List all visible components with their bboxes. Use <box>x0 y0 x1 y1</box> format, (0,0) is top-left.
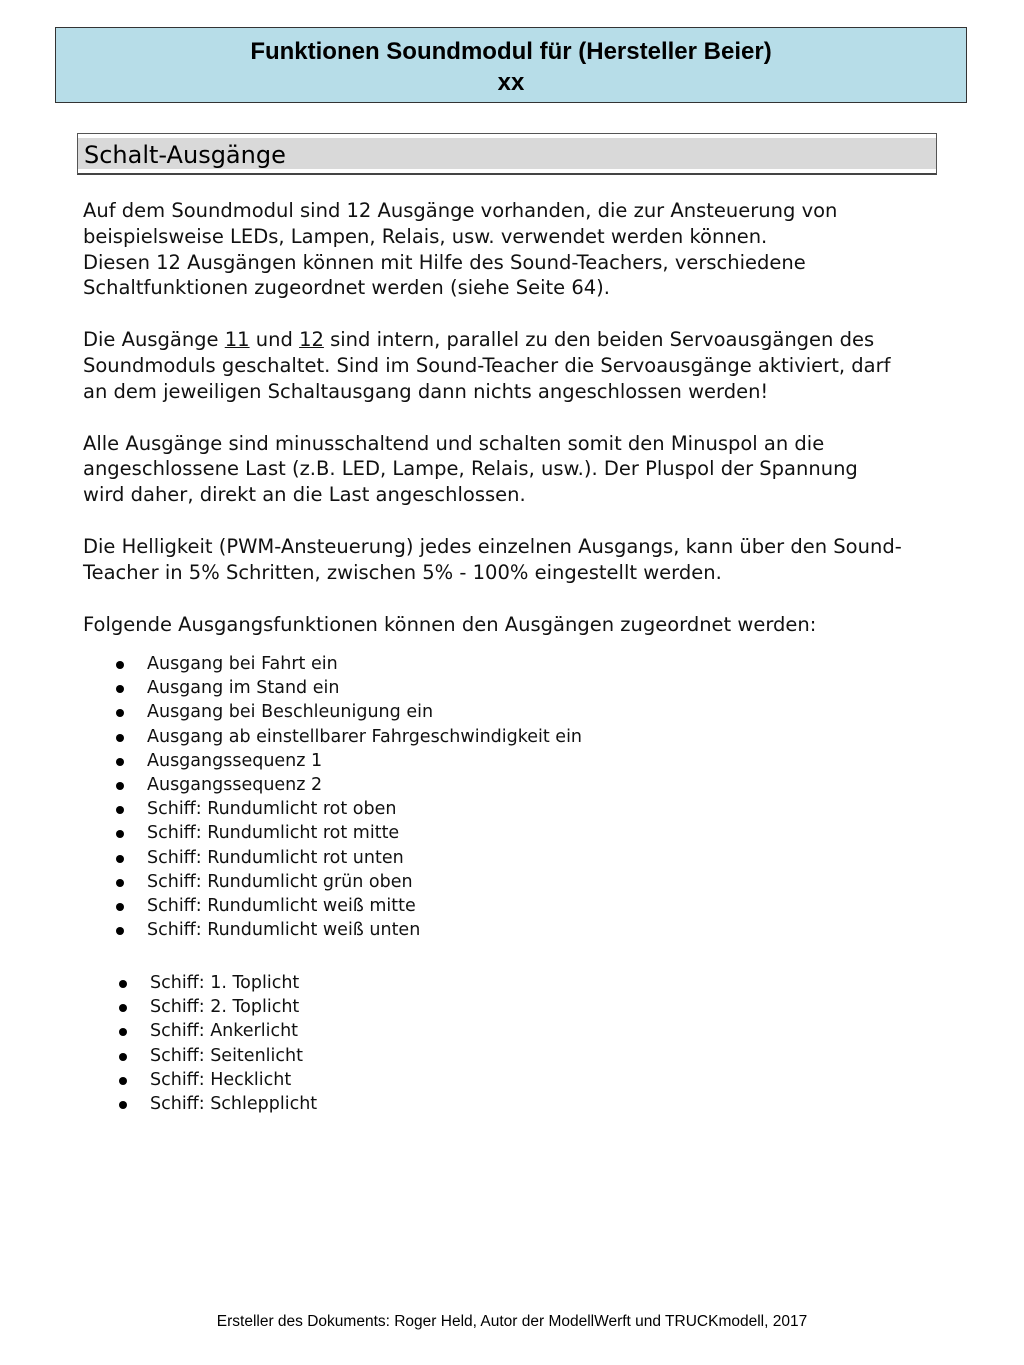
list-item-label: Schiff: Rundumlicht rot mitte <box>147 823 400 844</box>
paragraph-outputs-intro <box>83 198 943 301</box>
bullet-icon <box>119 1053 127 1061</box>
text-line: angeschlossene Last (z.B. LED, Lampe, Relais, usw.). Der Pluspol der Spannung <box>83 457 858 481</box>
bullet-icon <box>116 855 124 863</box>
text-line: Schaltfunktionen zugeordnet werden (siehe Seite 64). <box>83 276 610 300</box>
bullet-icon <box>116 661 124 669</box>
text-fragment: Die Ausgänge <box>83 328 225 352</box>
list-item-label: Schiff: Hecklicht <box>150 1069 292 1090</box>
text-line: Soundmoduls geschaltet. Sind im Sound-Teacher die Servoausgänge aktiviert, darf <box>83 353 891 377</box>
text-line: Diesen 12 Ausgängen können mit Hilfe des Sound-Teachers, verschiedene <box>83 250 806 274</box>
document-subtitle: xx <box>497 69 525 96</box>
bullet-icon <box>116 903 124 911</box>
bullet-icon <box>116 734 124 742</box>
bullet-icon <box>116 685 124 693</box>
text-line: Auf dem Soundmodul sind 12 Ausgänge vorhanden, die zur Ansteuerung von <box>83 199 838 222</box>
text-line: Alle Ausgänge sind minusschaltend und schalten somit den Minuspol an die <box>83 431 825 455</box>
text-line: an dem jeweiligen Schaltausgang dann nichts angeschlossen werden! <box>83 379 769 403</box>
bullet-icon <box>116 830 124 838</box>
list-item-label: Schiff: Rundumlicht grün oben <box>147 871 413 892</box>
underlined-number: 12 <box>299 328 324 352</box>
bullet-icon <box>119 1004 127 1012</box>
list-item-label: Schiff: 1. Toplicht <box>150 973 300 993</box>
body-text <box>83 198 943 663</box>
paragraph-servo-outputs <box>83 327 943 404</box>
list-item-label: Schiff: Seitenlicht <box>150 1045 303 1066</box>
bullet-icon <box>119 1101 127 1109</box>
bullet-icon <box>116 709 124 717</box>
text-line: beispielsweise LEDs, Lampen, Relais, usw. verwendet werden können. <box>83 224 768 248</box>
bullet-icon <box>116 782 124 790</box>
list-item-label: Ausgang im Stand ein <box>147 678 340 699</box>
paragraph-brightness <box>83 534 943 586</box>
text-line: Folgende Ausgangsfunktionen können den Ausgängen zugeordnet werden: <box>83 612 817 636</box>
underlined-number: 11 <box>224 328 250 352</box>
list-item-label: Schiff: 2. Toplicht <box>150 997 300 1018</box>
text-line: wird daher, direkt an die Last angeschlossen. <box>83 483 526 507</box>
text-line <box>83 327 943 353</box>
text-line: Die Helligkeit (PWM-Ansteuerung) jedes einzelnen Ausgangs, kann über den Sound- <box>83 534 902 558</box>
document-title: Funktionen Soundmodul für (Hersteller Beier) <box>250 38 772 65</box>
bullet-icon <box>116 927 124 935</box>
list-item-label: Ausgang bei Fahrt ein <box>147 654 338 674</box>
section-header <box>77 133 937 175</box>
list-item-label: Schiff: Rundumlicht weiß unten <box>147 920 421 941</box>
list-item-label: Schiff: Rundumlicht rot unten <box>147 847 404 868</box>
list-item-label: Schiff: Ankerlicht <box>150 1021 299 1042</box>
list-item-label: Ausgang ab einstellbarer Fahrgeschwindigkeit ein <box>147 726 583 747</box>
section-heading: Schalt-Ausgänge <box>84 141 286 169</box>
text-fragment: und <box>249 328 300 352</box>
list-item-label: Schiff: Rundumlicht rot oben <box>147 799 397 820</box>
document-title-box <box>55 27 967 103</box>
paragraph-functions-intro <box>83 612 943 638</box>
bullet-icon <box>116 806 124 814</box>
bullet-icon <box>116 879 124 887</box>
document-footer: Ersteller des Dokuments: Roger Held, Autor der ModellWerft und TRUCKmodell, 2017 <box>216 1313 808 1330</box>
list-item-label: Schiff: Rundumlicht weiß mitte <box>147 895 416 916</box>
text-line: Teacher in 5% Schritten, zwischen 5% - 100% eingestellt werden. <box>83 560 722 584</box>
text-fragment: sind intern, parallel zu den beiden Servoausgängen des <box>323 328 875 352</box>
list-item-label: Ausgangssequenz 1 <box>147 750 323 771</box>
list-item-label: Ausgangssequenz 2 <box>147 774 323 795</box>
list-item-label: Schiff: Schlepplicht <box>150 1093 318 1114</box>
bullet-icon <box>119 1028 127 1036</box>
bullet-icon <box>116 758 124 766</box>
bullet-icon <box>119 980 127 988</box>
paragraph-minus-switching <box>83 431 943 508</box>
list-item-label: Ausgang bei Beschleunigung ein <box>147 702 434 723</box>
bullet-icon <box>119 1077 127 1085</box>
